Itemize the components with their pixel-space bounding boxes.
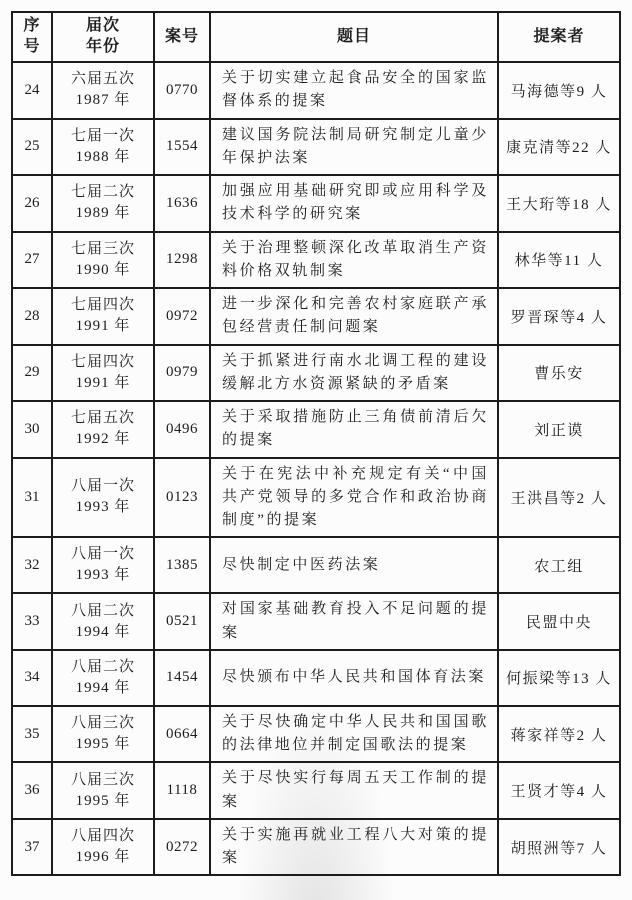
cell-title: 关于抓紧进行南水北调工程的建设缓解北方水资源紧缺的矛盾案 [210, 345, 498, 402]
cell-case-no: 0979 [154, 345, 210, 402]
table-row [12, 819, 620, 876]
cell-year: 1995 年 [75, 792, 131, 809]
table-row [12, 175, 620, 232]
cell-session-year [52, 345, 154, 402]
cell-title: 进一步深化和完善农村家庭联产承包经营责任制问题案 [210, 288, 498, 345]
cell-session-year [52, 650, 154, 706]
col-header-session-line2: 年份 [85, 38, 120, 55]
table-row [12, 62, 620, 119]
cell-session: 七届三次 [70, 240, 135, 257]
cell-title: 对国家基础教育投入不足问题的提案 [210, 593, 498, 650]
cell-case-no: 1298 [154, 232, 210, 289]
cell-year: 1996 年 [75, 849, 131, 865]
cell-proposer: 何振梁等13 人 [498, 650, 620, 706]
cell-index: 28 [12, 288, 52, 345]
cell-proposer: 民盟中央 [498, 593, 620, 650]
cell-year: 1993 年 [75, 567, 131, 584]
cell-session-year [52, 706, 154, 763]
cell-proposer: 蒋家祥等2 人 [498, 706, 620, 763]
cell-session-year [52, 175, 154, 232]
table-row [12, 401, 620, 458]
col-header-session-year [52, 12, 154, 62]
col-header-case-no: 案号 [154, 12, 210, 62]
table-row [12, 119, 620, 176]
cell-year: 1987 年 [75, 92, 131, 109]
cell-session-year [52, 119, 154, 176]
cell-year: 1990 年 [75, 261, 131, 278]
cell-case-no: 0496 [154, 401, 210, 458]
cell-proposer: 胡照洲等7 人 [498, 819, 620, 876]
cell-title: 关于尽快实行每周五天工作制的提案 [210, 762, 498, 819]
col-header-index-line1: 序 [23, 17, 41, 35]
cell-title: 关于切实建立起食品安全的国家监督体系的提案 [210, 62, 498, 119]
cell-session: 八届一次 [70, 478, 135, 495]
cell-index: 34 [12, 650, 52, 706]
cell-index: 24 [12, 62, 52, 119]
cell-index: 31 [12, 458, 52, 538]
cell-year: 1988 年 [75, 148, 131, 165]
cell-title: 加强应用基础研究即或应用科学及技术科学的研究案 [210, 175, 498, 232]
cell-index: 37 [12, 819, 52, 876]
cell-year: 1991 年 [75, 318, 131, 335]
cell-index: 30 [12, 401, 52, 458]
cell-session-year [52, 62, 154, 119]
cell-session-year [52, 819, 154, 876]
cell-proposer: 罗晋琛等4 人 [498, 288, 620, 345]
cell-year: 1994 年 [75, 623, 131, 640]
col-header-title: 题目 [210, 12, 498, 62]
cell-session: 八届二次 [70, 602, 135, 619]
cell-index: 25 [12, 119, 52, 176]
table-row [12, 650, 620, 706]
cell-year: 1991 年 [75, 374, 131, 391]
cell-case-no: 1118 [154, 762, 210, 819]
cell-title: 关于采取措施防止三角债前清后欠的提案 [210, 401, 498, 458]
cell-year: 1992 年 [75, 431, 131, 448]
table-row [12, 288, 620, 345]
cell-session-year [52, 593, 154, 650]
cell-session-year [52, 232, 154, 289]
cell-session-year [52, 401, 154, 458]
cell-proposer: 林华等11 人 [498, 232, 620, 289]
cell-case-no: 0972 [154, 288, 210, 345]
cell-session: 七届一次 [70, 127, 135, 144]
cell-proposer: 马海德等9 人 [498, 62, 620, 119]
cell-session-year [52, 458, 154, 538]
cell-year: 1993 年 [75, 499, 131, 516]
cell-case-no: 1554 [154, 119, 210, 176]
table-row [12, 537, 620, 593]
cell-case-no: 1454 [154, 650, 210, 706]
cell-proposer: 王大珩等18 人 [498, 175, 620, 232]
table-row [12, 232, 620, 289]
cell-case-no: 0272 [154, 819, 210, 876]
table-row [12, 593, 620, 650]
cell-session: 八届三次 [70, 715, 135, 731]
cell-session: 八届三次 [70, 771, 135, 788]
cell-index: 27 [12, 232, 52, 289]
table-row [12, 706, 620, 763]
proposals-table [11, 11, 621, 876]
cell-case-no: 0521 [154, 593, 210, 650]
cell-proposer: 康克清等22 人 [498, 119, 620, 176]
col-header-index-line2: 号 [23, 38, 41, 55]
col-header-proposer: 提案者 [498, 12, 620, 62]
cell-case-no: 0664 [154, 706, 210, 763]
cell-title: 建议国务院法制局研究制定儿童少年保护法案 [210, 119, 498, 176]
cell-index: 33 [12, 593, 52, 650]
cell-session: 六届五次 [70, 71, 135, 88]
cell-title: 尽快颁布中华人民共和国体育法案 [210, 650, 498, 706]
cell-index: 32 [12, 537, 52, 593]
table-row [12, 762, 620, 819]
table-row [12, 345, 620, 402]
col-header-index [12, 12, 52, 62]
cell-proposer: 曹乐安 [498, 345, 620, 402]
cell-session: 八届四次 [70, 828, 135, 844]
cell-index: 35 [12, 706, 52, 763]
table-row [12, 458, 620, 538]
cell-session: 八届二次 [70, 658, 135, 675]
cell-year: 1995 年 [75, 736, 131, 752]
cell-title: 关于治理整顿深化改革取消生产资料价格双轨制案 [210, 232, 498, 289]
cell-proposer: 王贤才等4 人 [498, 762, 620, 819]
cell-title: 尽快制定中医药法案 [210, 537, 498, 593]
cell-session-year [52, 762, 154, 819]
cell-proposer: 刘正谟 [498, 401, 620, 458]
cell-session: 八届一次 [70, 546, 135, 563]
cell-session-year [52, 288, 154, 345]
cell-title: 关于实施再就业工程八大对策的提案 [210, 819, 498, 876]
cell-session: 七届五次 [70, 410, 135, 427]
cell-case-no: 0770 [154, 62, 210, 119]
cell-proposer: 农工组 [498, 537, 620, 593]
cell-index: 26 [12, 175, 52, 232]
cell-proposer: 王洪昌等2 人 [498, 458, 620, 538]
cell-title: 关于在宪法中补充规定有关“中国共产党领导的多党合作和政治协商制度”的提案 [210, 458, 498, 538]
cell-year: 1994 年 [75, 679, 131, 696]
table-body [12, 62, 620, 875]
cell-session: 七届二次 [70, 184, 135, 201]
cell-session-year [52, 537, 154, 593]
header-row [12, 12, 620, 62]
cell-case-no: 0123 [154, 458, 210, 538]
col-header-session-line1: 届次 [85, 17, 120, 35]
cell-year: 1989 年 [75, 205, 131, 222]
cell-case-no: 1385 [154, 537, 210, 593]
cell-session: 七届四次 [70, 353, 135, 370]
cell-index: 36 [12, 762, 52, 819]
cell-session: 七届四次 [70, 297, 135, 314]
cell-index: 29 [12, 345, 52, 402]
cell-title: 关于尽快确定中华人民共和国国歌的法律地位并制定国歌法的提案 [210, 706, 498, 763]
cell-case-no: 1636 [154, 175, 210, 232]
